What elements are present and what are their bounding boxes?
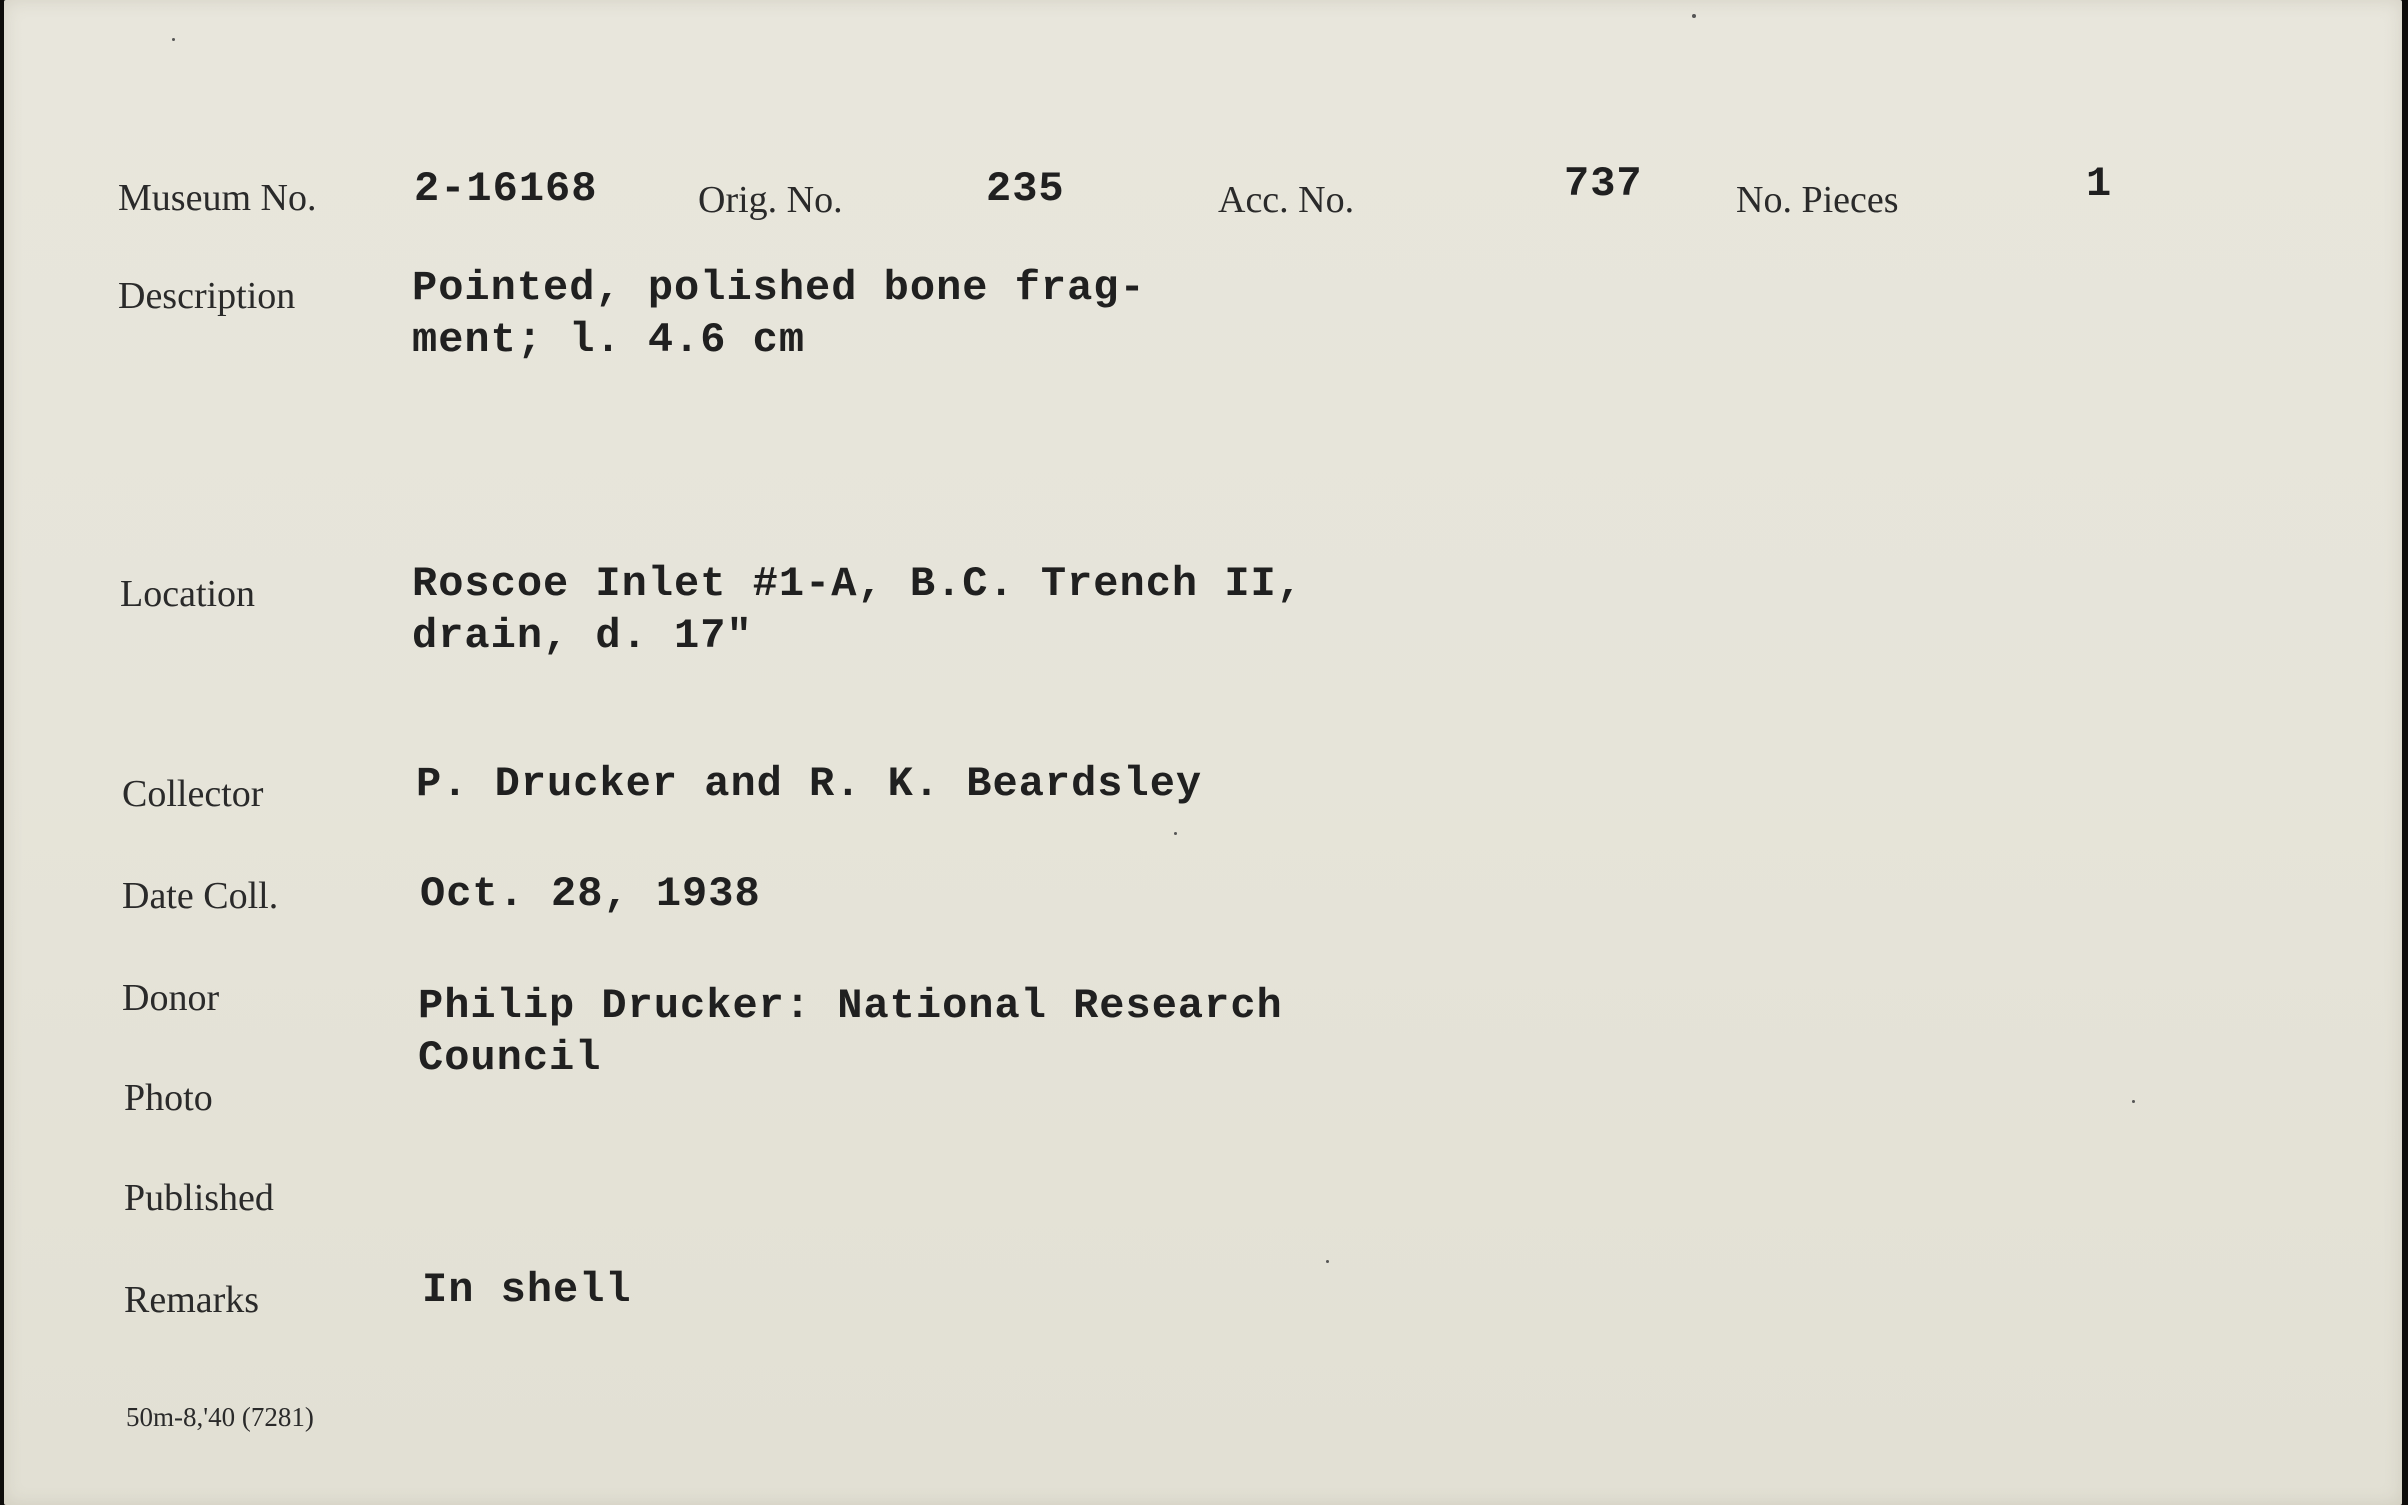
museum-no-label: Museum No. bbox=[118, 177, 317, 219]
no-pieces-value: 1 bbox=[2086, 160, 2113, 208]
paper-speck bbox=[1326, 1260, 1329, 1263]
donor-label: Donor bbox=[122, 977, 220, 1019]
date-coll-value: Oct. 28, 1938 bbox=[420, 870, 761, 918]
acc-no-label: Acc. No. bbox=[1218, 179, 1355, 221]
paper-speck bbox=[1174, 832, 1177, 835]
form-code: 50m-8,'40 (7281) bbox=[126, 1402, 314, 1432]
museum-no-value: 2-16168 bbox=[414, 165, 598, 213]
published-label: Published bbox=[124, 1177, 274, 1219]
location-value: Roscoe Inlet #1-A, B.C. Trench II, drain, d. 17" bbox=[412, 560, 1303, 660]
remarks-value: In shell bbox=[422, 1266, 632, 1314]
collector-value: P. Drucker and R. K. Beardsley bbox=[416, 760, 1203, 808]
no-pieces-label: No. Pieces bbox=[1736, 179, 1899, 221]
description-value: Pointed, polished bone frag- ment; l. 4.6 cm bbox=[412, 264, 1146, 364]
photo-label: Photo bbox=[124, 1077, 213, 1119]
collector-label: Collector bbox=[122, 773, 264, 815]
orig-no-label: Orig. No. bbox=[698, 179, 843, 221]
orig-no-value: 235 bbox=[986, 165, 1065, 213]
date-coll-label: Date Coll. bbox=[122, 875, 279, 917]
description-label: Description bbox=[118, 275, 296, 317]
paper-speck bbox=[172, 38, 175, 41]
remarks-label: Remarks bbox=[124, 1279, 260, 1321]
acc-no-value: 737 bbox=[1564, 160, 1643, 208]
location-label: Location bbox=[120, 573, 256, 615]
catalog-card bbox=[4, 0, 2402, 1505]
paper-speck bbox=[2132, 1100, 2135, 1103]
paper-speck bbox=[1692, 14, 1696, 18]
donor-value: Philip Drucker: National Research Council bbox=[418, 982, 1283, 1082]
